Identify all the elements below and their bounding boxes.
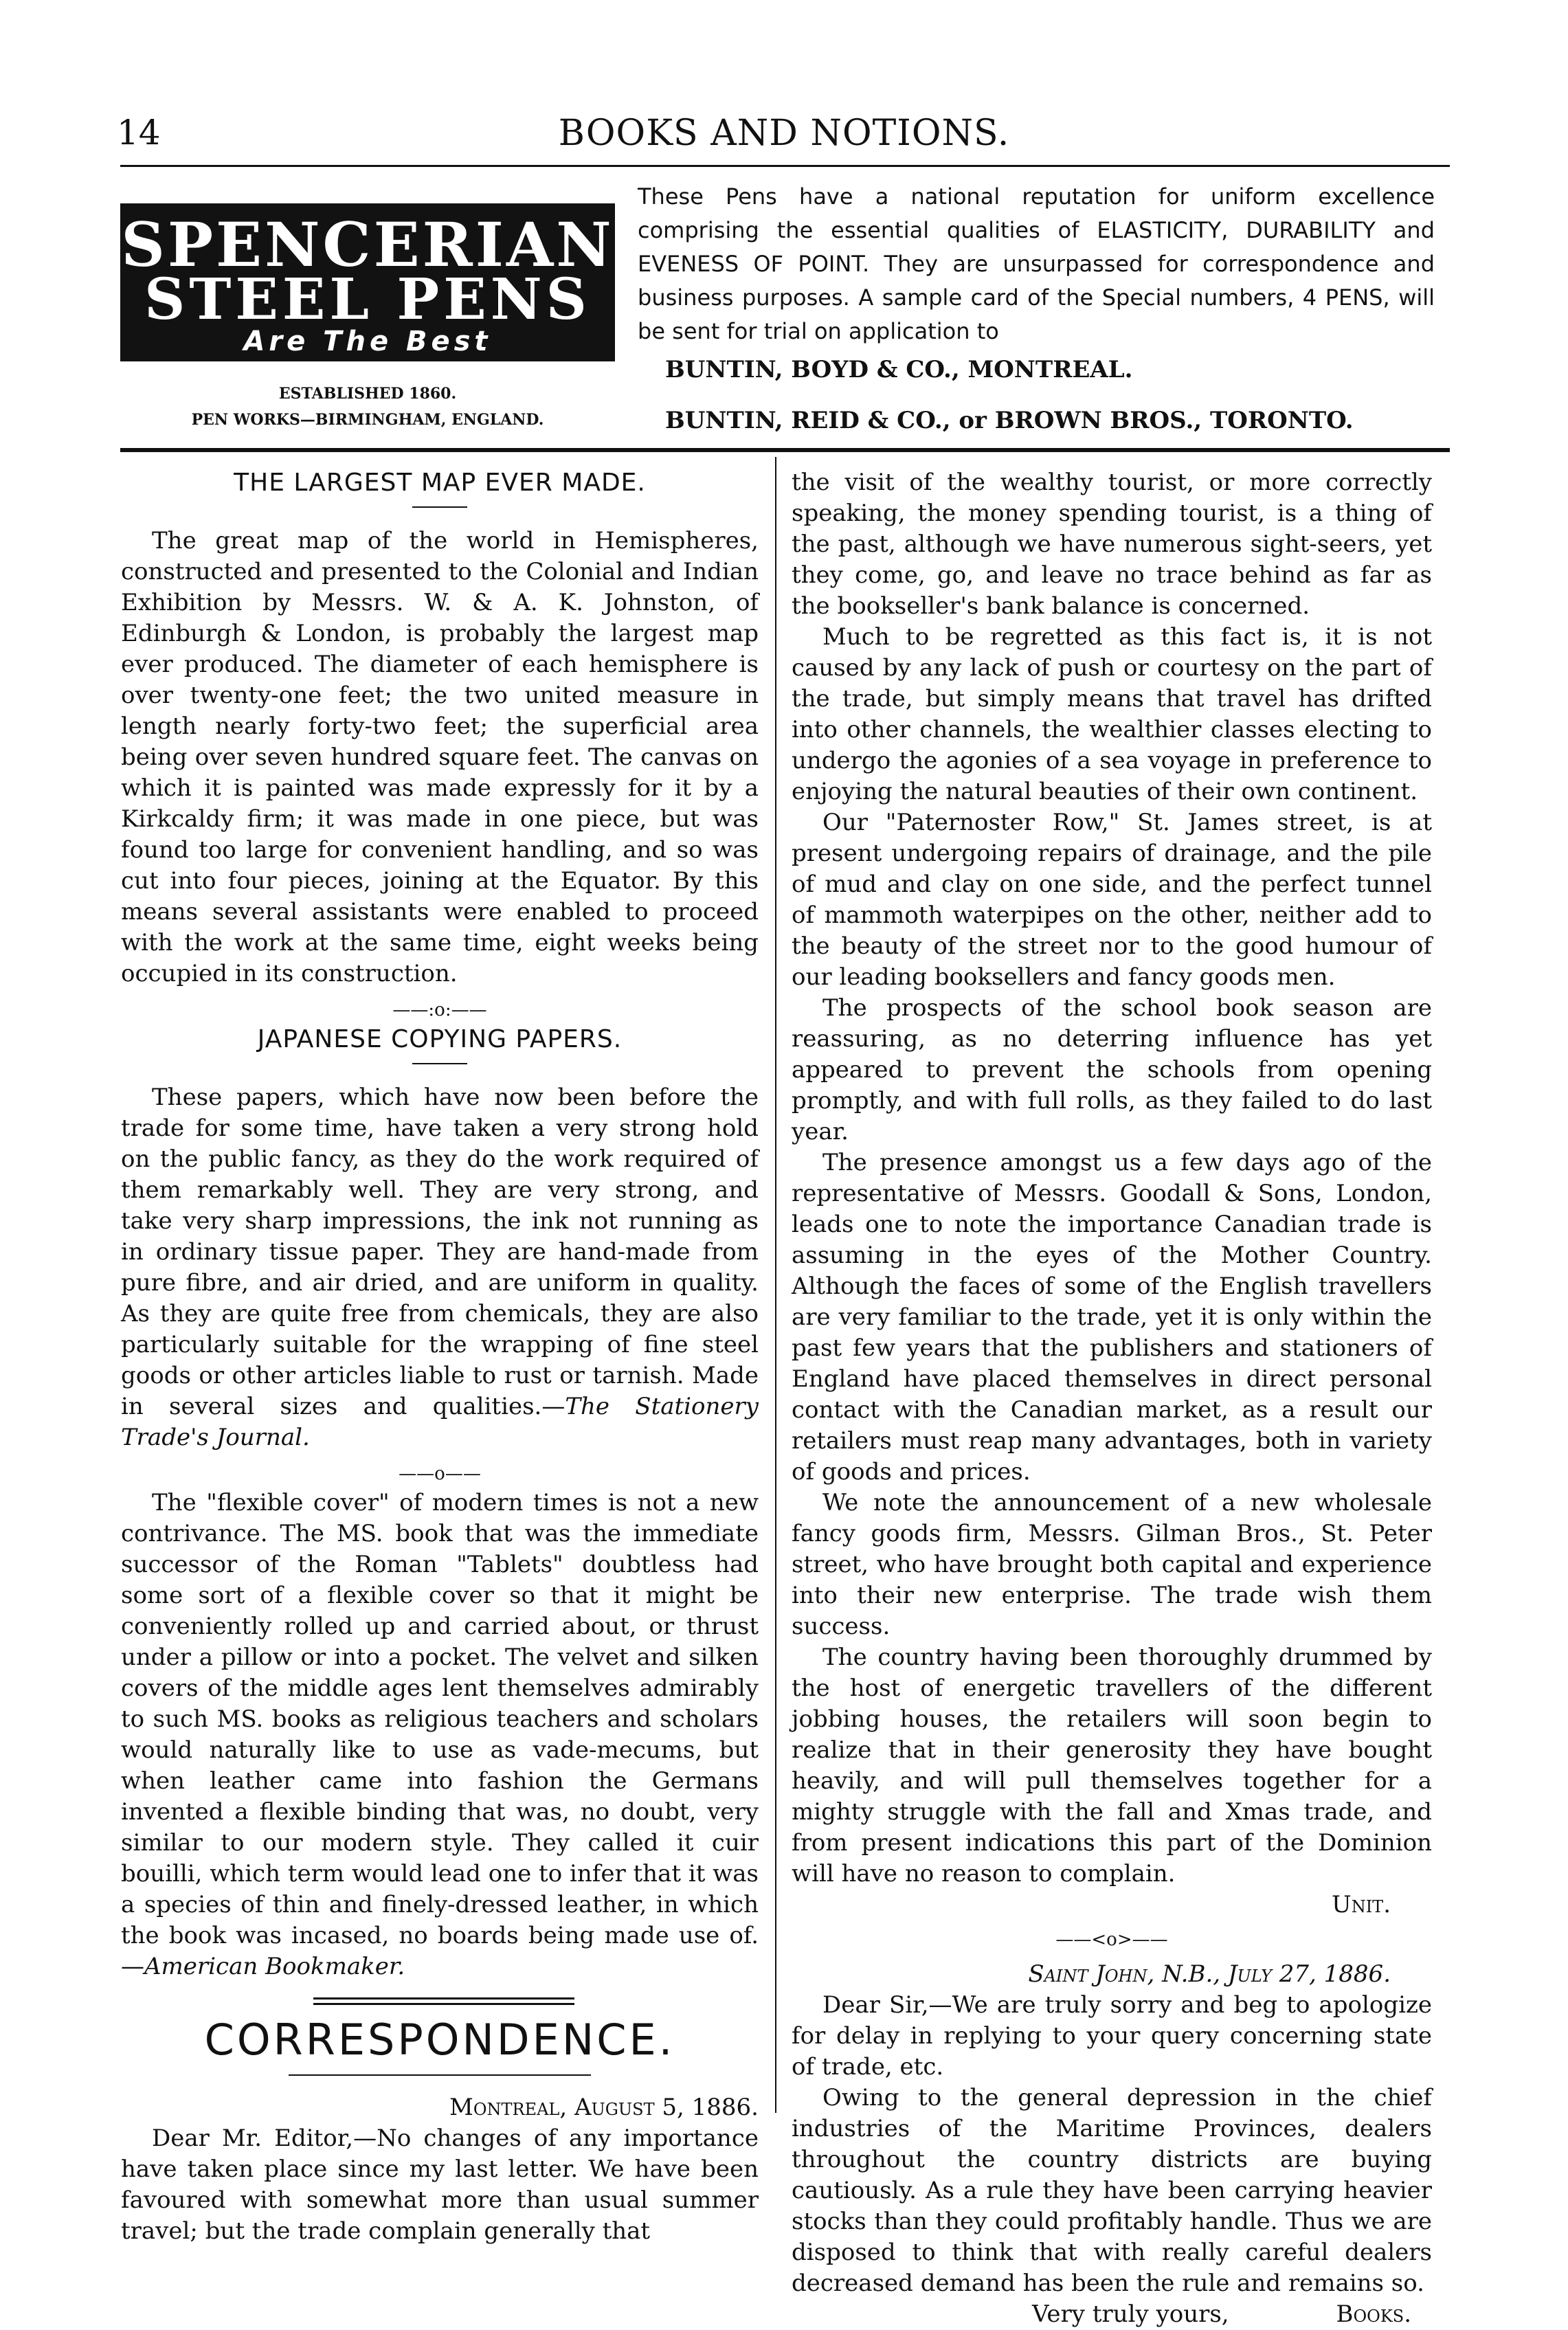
left-column: [121, 467, 759, 2247]
running-title: BOOKS AND NOTIONS.: [558, 113, 1010, 154]
source-stationery-journal: The Stationery Trade's Journal.: [121, 1393, 759, 1451]
heading-rule: [289, 2074, 591, 2076]
dealer-montreal: BUNTIN, BOYD & CO., MONTREAL.: [665, 356, 1133, 383]
logo-line-3: Are The Best: [243, 326, 492, 357]
logo-line-2: STEEL PENS: [144, 267, 591, 333]
heading-japanese-papers: JAPANESE COPYING PAPERS.: [257, 1025, 623, 1053]
paragraph: The presence amongst us a few days ago of the representative of Messrs. Goodall & Sons, London, leads one to note the importance Canadian trade is assuming in the eyes of the Mother Country. Although the faces of some of the English travellers are very familiar to the trade, yet it is only within the past few years that the publishers and stationers of England have placed themselves in direct personal contact with the Canadian market, as a result our retailers must reap many advantages, both in variety of goods and prices.: [792, 1149, 1432, 1486]
logo-line-1: SPENCERIAN: [121, 209, 614, 280]
page-number: 14: [117, 113, 161, 153]
source-american-bookmaker: American Bookmaker.: [144, 1953, 405, 1980]
paragraph: Owing to the general depression in the chief industries of the Maritime Provinces, dealers throughout the country districts are buying cautiously. As a rule they have been carrying heavier stocks than they could profitably handle. Thus we are disposed to think that with really careful dealers decreased demand has been the rule and remains so.: [792, 2084, 1432, 2297]
advert-text: These Pens have a national reputation for uniform excellence comprising the essential qualities of ELASTICITY, DURABILITY and EVENESS OF POINT. They are unsurpassed for correspondence and business purposes. A sample card of the Special numbers, 4 PENS, will be sent for trial on application to: [638, 183, 1435, 344]
dateline-montreal: Montreal, August 5, 1886.: [449, 2094, 759, 2121]
header-rule: [120, 165, 1450, 167]
letter-montreal-cont: the visit of the wealthy tourist, or more correctly speaking, the money spending tourist, is a thing of the past, although we have numerous sight-seers, yet they come, go, and leave no trace behind as far as the bookseller's bank balance is concerned.: [792, 469, 1432, 620]
heading-largest-map: THE LARGEST MAP EVER MADE.: [234, 469, 646, 497]
article-japanese-papers: [121, 1082, 759, 1453]
paragraph: The prospects of the school book season are reassuring, as no deterring influence has yet appeared to prevent the schools from opening promptly, and with full rolls, as they failed to do last year.: [792, 994, 1432, 1145]
advert-bottom-rule: [120, 448, 1450, 452]
signature-books: Books.: [1336, 2300, 1411, 2328]
pen-works-note: PEN WORKS—BIRMINGHAM, ENGLAND.: [191, 411, 544, 429]
closing-text: Very truly yours,: [1032, 2300, 1229, 2328]
letter-montreal-start: Dear Mr. Editor,—No changes of any importance have taken place since my last letter. We have been favoured with somewhat more than usual summer travel; but the trade complain generally that: [121, 2125, 759, 2245]
paragraph: We note the announcement of a new wholesale fancy goods firm, Messrs. Gilman Bros., St. Peter street, who have brought both capital and experience into their new enterprise. The trade wish them success.: [792, 1489, 1432, 1640]
rule-line: [313, 1997, 574, 1999]
dealer-toronto: BUNTIN, REID & CO., or BROWN BROS., TORONTO.: [665, 407, 1354, 434]
paragraph: Our "Paternoster Row," St. James street, is at present undergoing repairs of drainage, and the pile of mud and clay on one side, and the perfect tunnel of mammoth waterpipes on the other, neither add to the beauty of the street nor to the good humour of our leading booksellers and fancy goods men.: [792, 809, 1432, 991]
letter-saint-john: Dear Sir,—We are truly sorry and beg to apologize for delay in replying to your query concerning state of trade, etc.: [792, 1991, 1432, 2081]
article-largest-map: The great map of the world in Hemispheres, constructed and presented to the Colonial and Indian Exhibition by Messrs. W. & A. K. Johnston, of Edinburgh & London, is probably the largest map ever produced. The diameter of each hemisphere is over twenty-one feet; the two united measure in length nearly forty-two feet; the superficial area being over seven hundred square feet. The canvas on which it is painted was made expressly for it by a Kirkcaldy firm; it was made in one piece, but was found too large for convenient handling, and so was cut into four pieces, joining at the Equator. By this means several assistants were enabled to proceed with the work at the same time, eight weeks being occupied in its construction.: [121, 527, 759, 987]
column-divider: [775, 457, 776, 2113]
article-japanese-papers-text: These papers, which have now been before the trade for some time, have taken a very strong hold on the public fancy, as they do the work required of them remarkably well. They are very strong, and take very sharp impressions, the ink not running as in ordinary tissue paper. They are hand-made from pure fibre, and air dried, and are uniform in quality. As they are quite free from chemicals, they are also particularly suitable for the wrapping of fine steel goods or other articles liable to rust or tarnish. Made in several sizes and qualities.—: [121, 1084, 759, 1420]
separator: ——<o>——: [1055, 1929, 1168, 1950]
rule-line: [313, 2003, 574, 2005]
signature-unit: Unit.: [1332, 1891, 1391, 1918]
spencerian-logo: [120, 203, 615, 361]
heading-rule: [412, 506, 467, 508]
heading-rule: [412, 1063, 467, 1064]
closing: [792, 2299, 1432, 2330]
paragraph: Much to be regretted as this fact is, it is not caused by any lack of push or courtesy on the part of the trade, but simply means that travel has drifted into other channels, the wealthier classes electing to undergo the agonies of a sea voyage in preference to enjoying the natural beauties of their own continent.: [792, 623, 1432, 805]
running-head: [117, 103, 1451, 158]
paragraph: The country having been thoroughly drummed by the host of energetic travellers of the different jobbing houses, the retailers will soon begin to realize that in their generosity they have bought heavily, and will pull themselves together for a mighty struggle with the fall and Xmas trade, and from present indications this part of the Dominion will have no reason to complain.: [792, 1644, 1432, 1887]
right-column: [792, 467, 1432, 2330]
double-rule: [121, 1982, 759, 2010]
correspondence-heading: CORRESPONDENCE.: [204, 2015, 675, 2065]
dateline-saint-john: Saint John, N.B., July 27, 1886.: [1028, 1960, 1391, 1988]
article-flexible-cover: [121, 1488, 759, 1982]
separator: ——:o:——: [392, 1000, 487, 1020]
established-note: ESTABLISHED 1860.: [278, 385, 457, 403]
separator: ——o——: [399, 1464, 481, 1484]
article-flexible-cover-text: The "flexible cover" of modern times is not a new contrivance. The MS. book that was the immediate successor of the Roman "Tablets" doubtless had some sort of a flexible cover so that it might be conveniently rolled up and carried about, or thrust under a pillow or into a pocket. The velvet and silken covers of the middle ages lent themselves admirably to such MS. books as religious teachers and scholars would naturally like to use as vade-mecums, but when leather came into fashion the Germans invented a flexible binding that was, no doubt, very similar to our modern style. They called it cuir bouilli, which term would lead one to infer that it was a species of thin and finely-dressed leather, in which the book was incased, no boards being made use of.—: [121, 1489, 759, 1980]
